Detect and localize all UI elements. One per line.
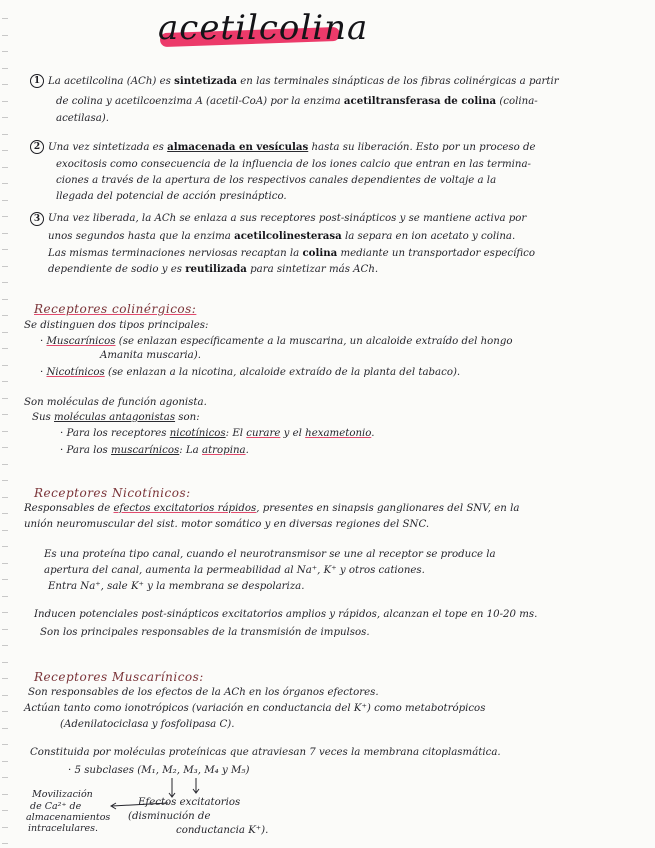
- text: y el: [280, 428, 306, 439]
- text: para sintetizar más ACh.: [246, 264, 379, 275]
- text: : El: [225, 428, 247, 439]
- section-number-1: 1: [30, 74, 44, 88]
- antagonist-muscarinicos: · Para los muscarínicos: La atropina.: [60, 445, 249, 456]
- bold-term: sintetizada: [174, 75, 238, 87]
- muscarinicos-line-1: · Muscarínicos (se enlazan específicamente a la muscarina, un alcaloide extraído del hongo: [40, 336, 513, 347]
- heading-receptores-nicotinicos: Receptores Nicotínicos:: [34, 486, 191, 500]
- section-number-3: 3: [30, 212, 44, 226]
- section-2-line-3: ciones a través de la apertura de los respectivos canales dependientes de voltaje a la: [56, 175, 497, 186]
- note-left-1: Movilización: [32, 789, 93, 800]
- term-hexametonio: hexametonio: [305, 428, 372, 439]
- nicotinicos-line-2: unión neuromuscular del sist. motor somático y en diversas regiones del SNC.: [24, 519, 430, 530]
- text: muscarínicos: [111, 445, 180, 456]
- text: (se enlazan específicamente a la muscarina, un alcaloide extraído del hongo: [115, 336, 513, 347]
- note-right-1: Efectos excitatorios: [138, 797, 241, 808]
- text: Las mismas terminaciones nerviosas recaptan la: [48, 248, 303, 259]
- bold-term: almacenada en vesículas: [167, 141, 309, 153]
- bold-term: reutilizada: [185, 263, 247, 275]
- text: (se enlazan a la nicotina, alcaloide extraído de la planta del tabaco).: [104, 367, 461, 378]
- text: (colina-: [496, 96, 538, 107]
- section-number-2: 2: [30, 140, 44, 154]
- text: la separa en ion acetato y colina.: [341, 231, 516, 242]
- text: nicotínicos: [169, 428, 226, 439]
- nicotinicos-line-6: Inducen potenciales post-sinápticos excitatorios amplios y rápidos, alcanzan el tope en 10-20 ms.: [34, 609, 538, 620]
- section-3-line-1: Una vez liberada, la ACh se enlaza a sus receptores post-sinápticos y se mantiene activa por: [48, 213, 527, 224]
- text: hasta su liberación. Esto por un proceso de: [308, 142, 536, 153]
- note-left-2: de Ca²⁺ de: [30, 801, 82, 812]
- text: mediante un transportador específico: [337, 248, 535, 259]
- note-left-4: intracelulares.: [28, 823, 99, 834]
- text: son:: [175, 412, 200, 423]
- term-curare: curare: [246, 428, 281, 439]
- term-muscarinicos: Muscarínicos: [46, 336, 116, 347]
- section-2-line-2: exocitosis como consecuencia de la influencia de los iones calcio que entran en las termina-: [56, 159, 531, 170]
- nicotinicos-line: · Nicotínicos (se enlazan a la nicotina, alcaloide extraído de la planta del tabaco).: [40, 367, 461, 378]
- nicotinicos-line-5: Entra Na⁺, sale K⁺ y la membrana se despolariza.: [48, 581, 305, 592]
- muscarinicos-desc-3: (Adenilatociclasa y fosfolipasa C).: [60, 719, 235, 730]
- section-1-line-3: acetilasa).: [56, 113, 110, 124]
- text: La acetilcolina (ACh) es: [48, 76, 175, 87]
- text: Para los: [66, 445, 111, 456]
- muscarinicos-desc-2: Actúan tanto como ionotrópicos (variación en conductancia del K⁺) como metabotrópicos: [24, 703, 486, 714]
- note-left-3: almacenamientos: [26, 812, 111, 823]
- page-title: acetilcolina: [158, 8, 369, 48]
- agonist-line: Son moléculas de función agonista.: [24, 397, 207, 408]
- text: Para los receptores: [66, 428, 170, 439]
- note-right-3: conductancia K⁺).: [176, 825, 269, 836]
- text: : La: [179, 445, 202, 456]
- bold-term: colina: [302, 247, 338, 259]
- term-atropina: atropina: [202, 445, 246, 456]
- term-efectos-excitatorios: efectos excitatorios rápidos: [113, 503, 257, 514]
- term-antagonistas: moléculas antagonistas: [54, 412, 176, 423]
- nicotinicos-line-7: Son los principales responsables de la transmisión de impulsos.: [40, 627, 370, 638]
- text: Responsables de: [24, 503, 114, 514]
- text: , presentes en sinapsis ganglionares del SNV, en la: [256, 503, 520, 514]
- muscarinicos-line-2: Amanita muscaria).: [100, 350, 201, 361]
- heading-receptores-muscarinicos: Receptores Muscarínicos:: [34, 670, 204, 684]
- term-nicotinicos: Nicotínicos: [46, 367, 105, 378]
- nicotinicos-line-3: Es una proteína tipo canal, cuando el neurotransmisor se une al receptor se produce la: [44, 549, 496, 560]
- bold-term: acetilcolinesterasa: [234, 230, 342, 242]
- text: en las terminales sinápticas de los fibras colinérgicas a partir: [237, 76, 559, 87]
- bold-term: acetiltransferasa de colina: [343, 95, 497, 107]
- nicotinicos-line-4: apertura del canal, aumenta la permeabilidad al Na⁺, K⁺ y otros cationes.: [44, 565, 425, 576]
- text: .: [245, 445, 249, 456]
- receptores-intro: Se distinguen dos tipos principales:: [24, 320, 209, 331]
- heading-receptores-colinergicos: Receptores colinérgicos:: [34, 302, 197, 316]
- muscarinicos-desc-1: Son responsables de los efectos de la ACh en los órganos efectores.: [28, 687, 379, 698]
- note-right-2: (disminución de: [128, 811, 211, 822]
- text: Sus: [32, 412, 55, 423]
- text: Una vez sintetizada es: [48, 142, 168, 153]
- text: .: [371, 428, 375, 439]
- antagonist-nicotinicos: · Para los receptores nicotínicos: El curare y el hexametonio.: [60, 428, 375, 439]
- text: dependiente de sodio y es: [48, 264, 186, 275]
- text: unos segundos hasta que la enzima: [48, 231, 235, 242]
- section-2-line-4: llegada del potencial de acción presináptico.: [56, 191, 287, 202]
- muscarinicos-subclases: · 5 subclases (M₁, M₂, M₃, M₄ y M₅): [68, 765, 250, 776]
- text: de colina y acetilcoenzima A (acetil-CoA) por la enzima: [56, 96, 344, 107]
- muscarinicos-desc-4: Constituida por moléculas proteínicas que atraviesan 7 veces la membrana citoplasmática.: [30, 747, 501, 758]
